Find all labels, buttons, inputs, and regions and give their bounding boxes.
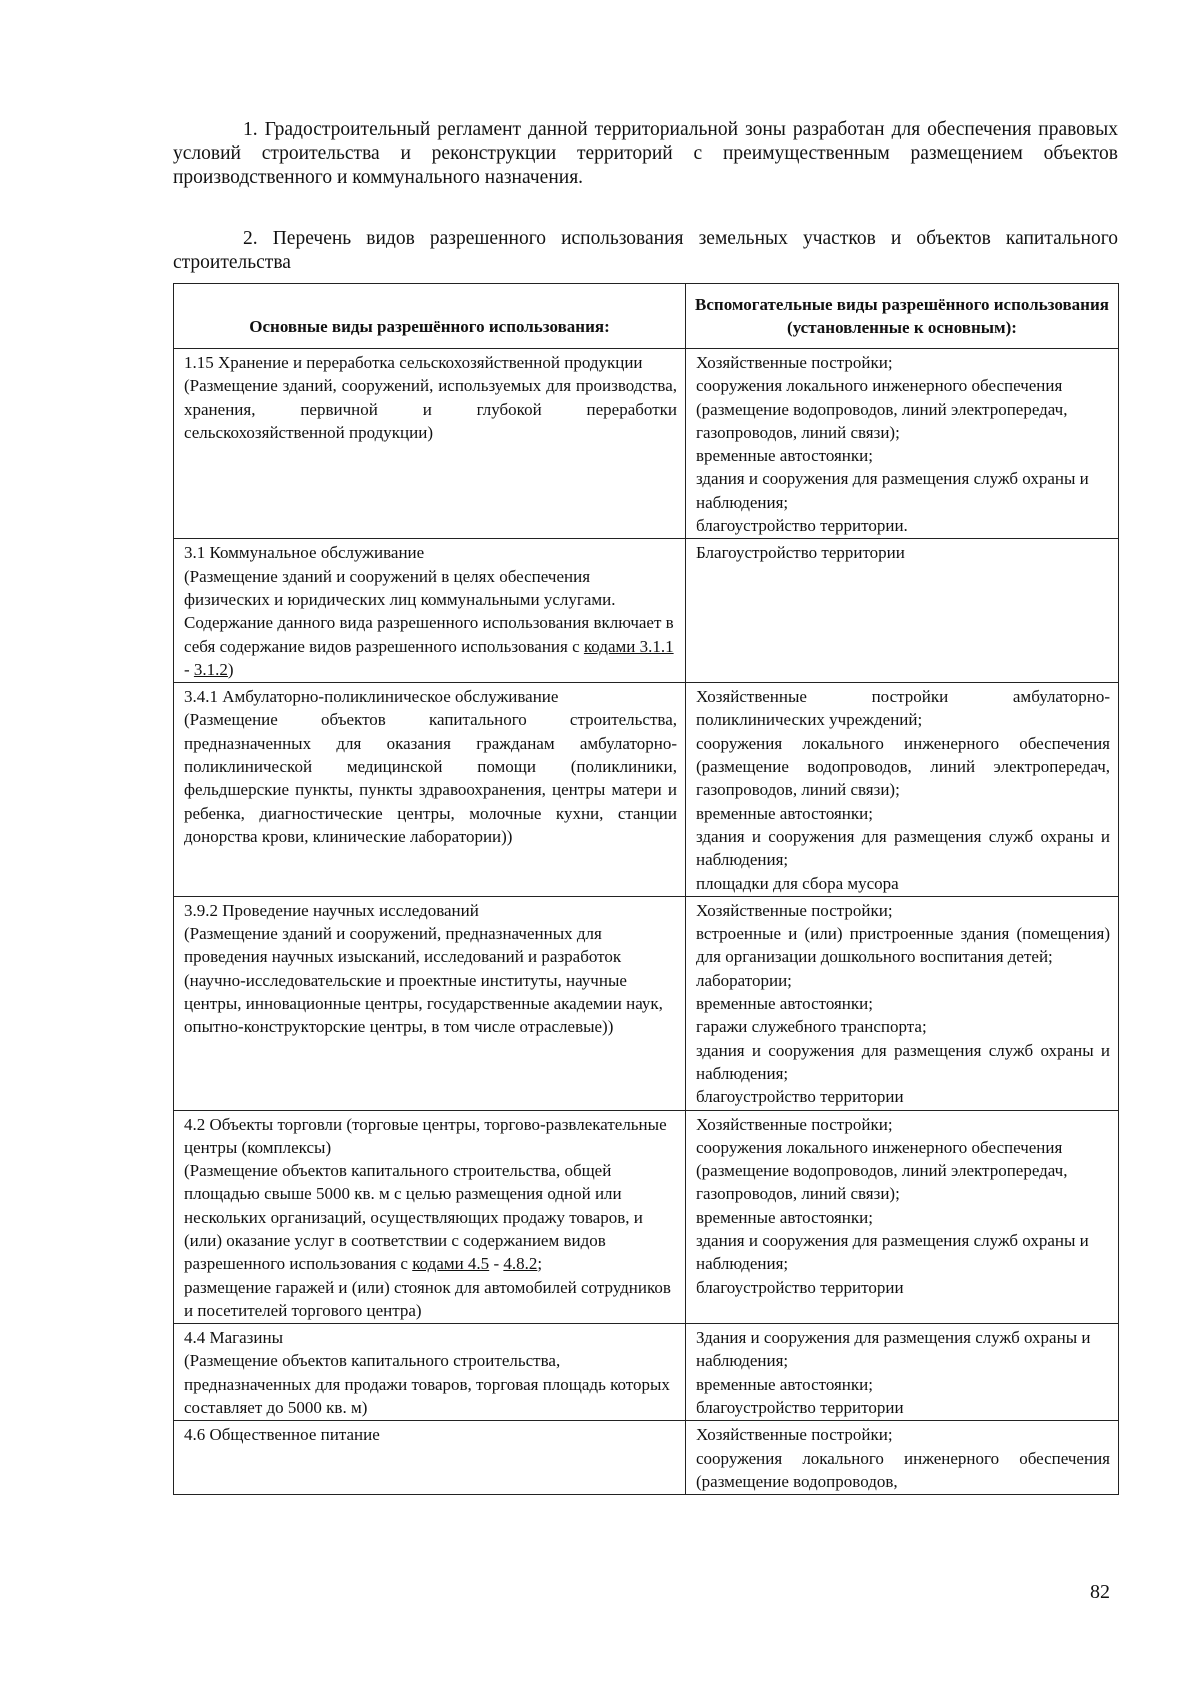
auxiliary-use-item: временные автостоянки; [696,803,873,823]
code-link[interactable]: 4.8.2 [503,1254,538,1274]
auxiliary-use-item: Хозяйственные постройки амбулаторно-поликлинических учреждений; [696,687,1110,730]
auxiliary-use-item: временные автостоянки; [696,1374,873,1394]
table-row [174,896,1119,1110]
main-use-tail: ) [227,659,234,679]
table-row [174,1110,1119,1324]
main-use-cell [174,539,686,683]
auxiliary-use-cell [686,539,1119,683]
auxiliary-use-cell [686,1110,1119,1324]
main-use-cell [174,896,686,1110]
page-number: 82 [1090,1581,1110,1603]
table-header-row [174,284,1119,349]
main-use-description: (Размещение зданий, сооружений, используемых для производства, хранения, первичной и глубокой переработки сельскохозяйственной продукции) [184,376,677,442]
main-use-title: 3.9.2 Проведение научных исследований [184,900,479,920]
auxiliary-use-cell [686,349,1119,539]
main-use-description [184,1159,677,1275]
auxiliary-use-item: площадки для сбора мусора [696,873,899,893]
auxiliary-use-item: Здания и сооружения для размещения служб охраны и наблюдения; [696,1328,1091,1371]
auxiliary-use-item: сооружения локального инженерного обеспечения (размещение водопроводов, линий электропередач, газопроводов, линий связи); [696,733,1110,800]
auxiliary-use-item: здания и сооружения для размещения служб охраны и наблюдения; [696,469,1089,512]
auxiliary-use-item: Хозяйственные постройки; [696,900,893,920]
code-separator: - [184,659,194,679]
auxiliary-use-item: временные автостоянки; [696,446,873,466]
main-use-title: 4.4 Магазины [184,1328,284,1348]
code-link[interactable]: 3.1.2 [193,659,228,679]
auxiliary-use-item: благоустройство территории [696,1398,904,1418]
main-use-cell [174,683,686,897]
main-use-title: 4.2 Объекты торговли (торговые центры, торгово-развлекательные центры (комплексы) [184,1114,667,1157]
main-use-description: (Размещение объектов капитального строительства, предназначенных для продажи товаров, торговая площадь которых составляет до 5000 кв. м) [184,1351,670,1418]
code-link[interactable]: кодами 3.1.1 [583,636,674,656]
auxiliary-use-item: здания и сооружения для размещения служб охраны и наблюдения; [696,1230,1089,1274]
main-use-cell [174,349,686,539]
auxiliary-use-item: благоустройство территории [696,1087,904,1107]
main-use-tail: ; [537,1254,543,1274]
code-link[interactable]: кодами 4.5 [412,1254,490,1274]
auxiliary-use-item: Благоустройство территории [696,543,905,563]
table-row [174,1421,1119,1495]
auxiliary-use-item: временные автостоянки; [696,994,873,1014]
intro-paragraph-2: 2. Перечень видов разрешенного использования земельных участков и объектов капитального строительства [173,228,1118,273]
auxiliary-use-item: благоустройство территории. [696,516,908,536]
main-use-description: (Размещение объектов капитального строительства, предназначенных для оказания гражданам амбулаторно-поликлинической медицинской помощи (поликлиники, фельдшерские пункты, пункты здравоохранения, центры матери и ребенка, диагностические центры, молочные кухни, станции донорства крови, клинические лаборатории)) [184,710,677,846]
auxiliary-use-cell [686,896,1119,1110]
permitted-use-table [173,283,1119,1495]
auxiliary-use-item: временные автостоянки; [696,1207,873,1227]
table-row [174,683,1119,897]
table-row [174,539,1119,683]
auxiliary-use-item: сооружения локального инженерного обеспечения (размещение водопроводов, линий электропередач, газопроводов, линий связи); [696,376,1068,442]
auxiliary-use-item: гаражи служебного транспорта; [696,1017,927,1037]
auxiliary-use-cell [686,1421,1119,1495]
main-use-cell [174,1324,686,1421]
header-main-uses: Основные виды разрешённого использования: [174,284,686,349]
auxiliary-use-item: Хозяйственные постройки; [696,1114,893,1134]
auxiliary-use-item: сооружения локального инженерного обеспечения (размещение водопроводов, линий электропередач, газопроводов, линий связи); [696,1137,1068,1204]
auxiliary-use-item: встроенные и (или) пристроенные здания (помещения) для организации дошкольного воспитания детей; [696,924,1110,967]
code-separator: - [489,1254,504,1274]
auxiliary-use-item: здания и сооружения для размещения служб охраны и наблюдения; [696,1040,1110,1083]
main-use-cell [174,1421,686,1495]
main-use-body: (Размещение зданий и сооружений в целях обеспечения физических и юридических лиц коммунальными услугами. Содержание данного вида разрешенного использования включает в себя содержание видов разрешенного использования с [184,566,674,656]
auxiliary-use-item: лаборатории; [696,970,792,990]
auxiliary-use-item: Хозяйственные постройки; [696,353,893,372]
main-use-title: 3.4.1 Амбулаторно-поликлиническое обслуживание [184,687,559,707]
main-use-description [184,565,677,681]
auxiliary-use-item: здания и сооружения для размещения служб охраны и наблюдения; [696,826,1110,870]
intro-paragraph-1: 1. Градостроительный регламент данной территориальной зоны разработан для обеспечения правовых условий строительства и реконструкции территорий с преимущественным размещением объектов производственного и коммунального назначения. [173,119,1118,188]
main-use-description: (Размещение зданий и сооружений, предназначенных для проведения научных изысканий, исследований и разработок (научно-исследовательские и проектные институты, научные центры, инновационные центры, государственные академии наук, опытно-конструкторские центры, в том числе отраслевые)) [184,924,663,1037]
main-use-extra: размещение гаражей и (или) стоянок для автомобилей сотрудников и посетителей торгового центра) [184,1277,671,1320]
auxiliary-use-cell [686,1324,1119,1421]
header-auxiliary-uses: Вспомогательные виды разрешённого использования (установленные к основным): [686,284,1119,349]
auxiliary-use-item: благоустройство территории [696,1277,904,1297]
main-use-title: 1.15 Хранение и переработка сельскохозяйственной продукции [184,353,643,372]
auxiliary-use-item: Хозяйственные постройки; [696,1425,893,1445]
main-use-cell [174,1110,686,1324]
main-use-title: 3.1 Коммунальное обслуживание [184,543,425,563]
main-use-title: 4.6 Общественное питание [184,1425,380,1445]
auxiliary-use-cell [686,683,1119,897]
auxiliary-use-item: сооружения локального инженерного обеспечения (размещение водопроводов, [696,1448,1110,1491]
table-row [174,1324,1119,1421]
table-row [174,349,1119,539]
main-use-body: (Размещение объектов капитального строительства, общей площадью свыше 5000 кв. м с целью размещения одной или нескольких организаций, осуществляющих продажу товаров, и (или) оказание услуг в соответствии с содержанием видов разрешенного использования с [184,1161,643,1274]
